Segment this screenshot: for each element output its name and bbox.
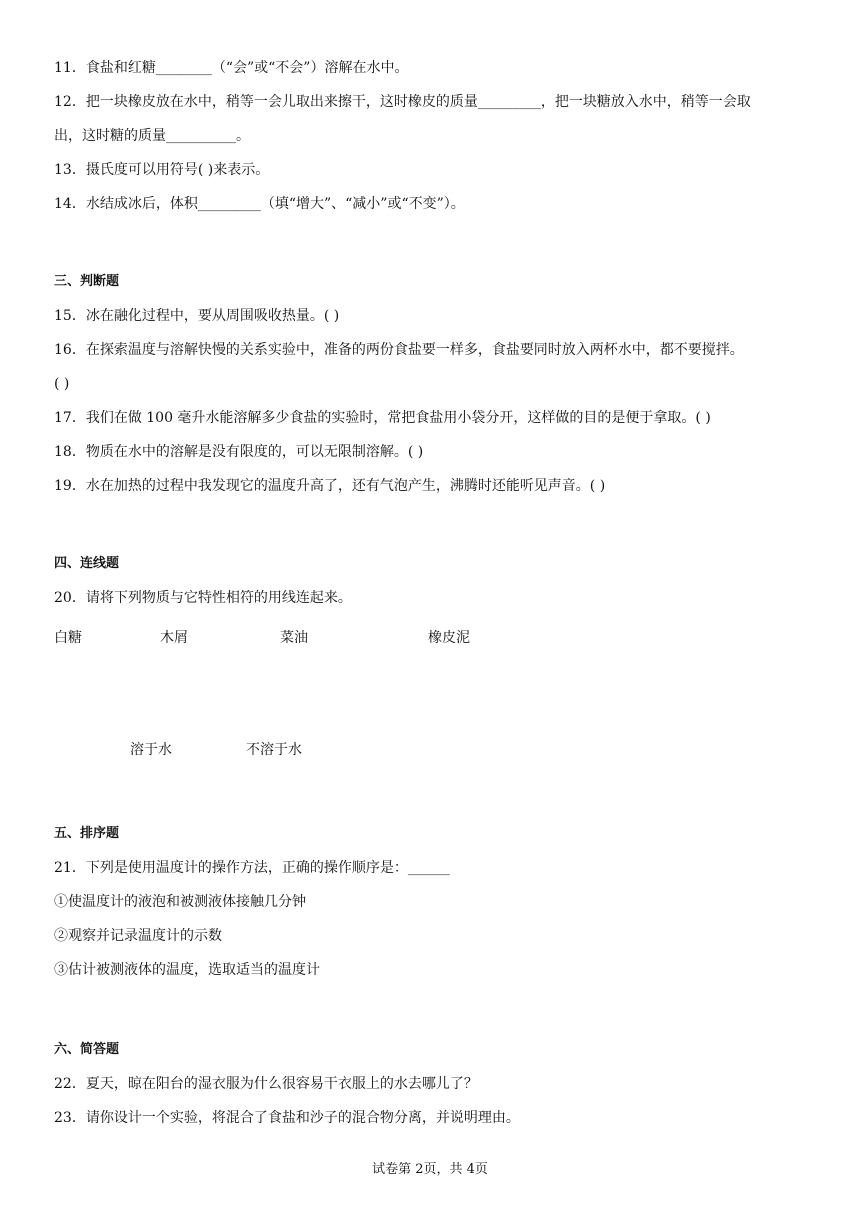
question-20: 20．请将下列物质与它特性相符的用线连起来。 [54, 590, 352, 606]
question-23: 23．请你设计一个实验，将混合了食盐和沙子的混合物分离，并说明理由。 [54, 1110, 520, 1126]
question-22: 22．夏天，晾在阳台的湿衣服为什么很容易干衣服上的水去哪儿了？ [54, 1076, 478, 1092]
question-15: 15．冰在融化过程中，要从周围吸收热量。( ) [54, 308, 340, 324]
question-16-line-2: ( ) [54, 376, 70, 392]
question-12-line-1: 12．把一块橡皮放在水中，稍等一会儿取出来擦干，这时橡皮的质量_________，把一块糖放入水中，稍等一会取 [54, 94, 751, 110]
question-19: 19．水在加热的过程中我发现它的温度升高了，还有气泡产生，沸腾时还能听见声音。( ) [54, 478, 606, 494]
question-11: 11．食盐和红糖________（“会”或“不会”）溶解在水中。 [54, 60, 409, 76]
section-heading-matching: 四、连线题 [54, 556, 120, 571]
section-heading-short-answer: 六、简答题 [54, 1042, 120, 1057]
step-2: ②观察并记录温度计的示数 [54, 928, 222, 944]
property-soluble: 溶于水 [130, 742, 172, 758]
section-heading-ordering: 五、排序题 [54, 826, 120, 841]
page-footer: 试卷第 2页，共 4页 [372, 1162, 488, 1177]
property-insoluble: 不溶于水 [246, 742, 302, 758]
substance-plasticine: 橡皮泥 [428, 630, 470, 646]
question-17: 17．我们在做 100 毫升水能溶解多少食盐的实验时，常把食盐用小袋分开，这样做的目的是便于拿取。( ) [54, 410, 711, 426]
step-1: ①使温度计的液泡和被测液体接触几分钟 [54, 894, 306, 910]
substance-vegetable-oil: 菜油 [280, 630, 308, 646]
substance-sawdust: 木屑 [160, 630, 188, 646]
question-14: 14．水结成冰后，体积_________（填“增大”、“减小”或“不变”）。 [54, 196, 465, 212]
question-18: 18．物质在水中的溶解是没有限度的，可以无限制溶解。( ) [54, 444, 424, 460]
question-16-line-1: 16．在探索温度与溶解快慢的关系实验中，准备的两份食盐要一样多，食盐要同时放入两杯水中，都不要搅拌。 [54, 342, 744, 358]
question-13: 13．摄氏度可以用符号( )来表示。 [54, 162, 270, 178]
substance-sugar: 白糖 [54, 630, 82, 646]
question-12-line-2: 出，这时糖的质量__________。 [54, 128, 250, 144]
question-21: 21．下列是使用温度计的操作方法，正确的操作顺序是：______ [54, 860, 450, 876]
section-heading-judgement: 三、判断题 [54, 274, 120, 289]
step-3: ③估计被测液体的温度，选取适当的温度计 [54, 962, 320, 978]
